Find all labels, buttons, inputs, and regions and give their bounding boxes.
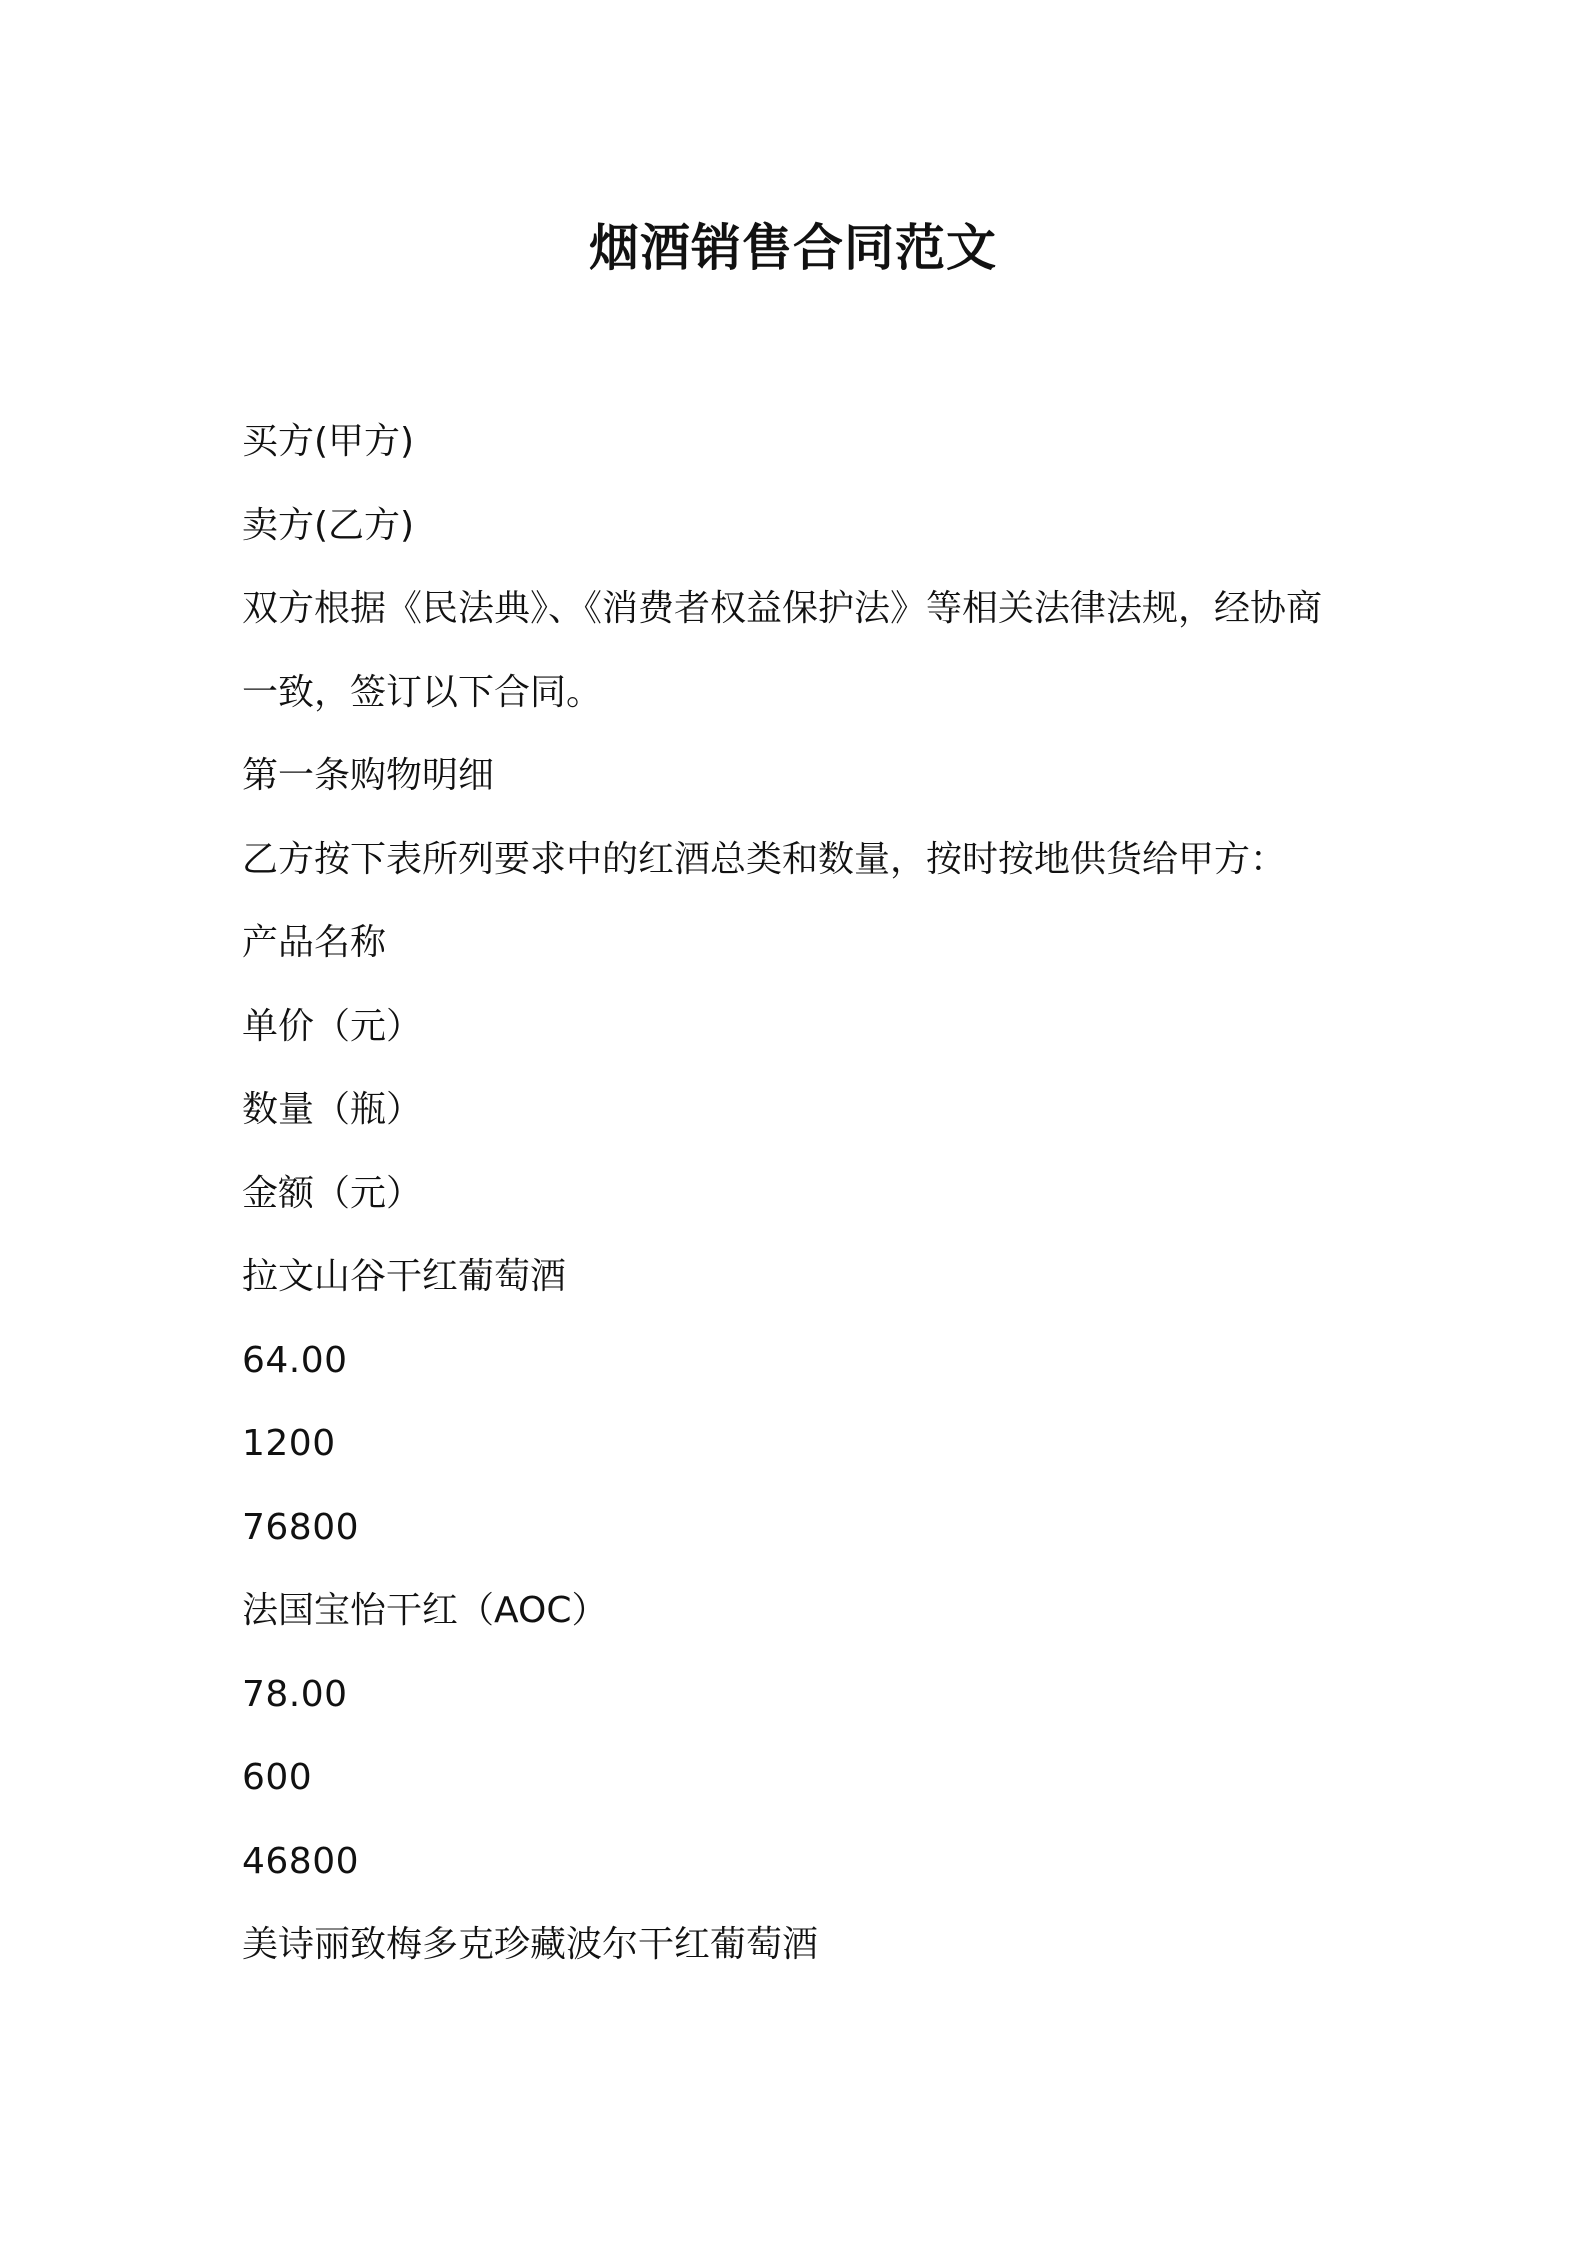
item-1-amount: 76800: [242, 1506, 360, 1548]
item-1-product: 拉文山谷干红葡萄酒: [242, 1256, 567, 1297]
item-2-product: 法国宝怡干红（AOC）: [242, 1590, 608, 1631]
column-header-amount: 金额（元）: [242, 1172, 423, 1214]
column-header-product: 产品名称: [242, 922, 387, 963]
document-title: 烟酒销售合同范文: [589, 219, 997, 277]
column-header-unit-price: 单价（元）: [242, 1005, 423, 1047]
document-body: [242, 400, 1362, 1987]
item-2-amount: 46800: [242, 1840, 360, 1882]
preamble-line-2: 一致，签订以下合同。: [242, 671, 603, 713]
item-3-product: 美诗丽致梅多克珍藏波尔干红葡萄酒: [242, 1924, 819, 1965]
item-2-quantity: 600: [242, 1757, 313, 1798]
buyer-line: 买方(甲方): [242, 421, 415, 462]
article-1-heading: 第一条购物明细: [242, 755, 495, 796]
item-1-quantity: 1200: [242, 1423, 336, 1464]
item-2-unit-price: 78.00: [242, 1673, 348, 1715]
column-header-quantity: 数量（瓶）: [242, 1089, 423, 1130]
preamble-line-1: 双方根据《民法典》、《消费者权益保护法》等相关法律法规，经协商: [242, 588, 1323, 629]
item-1-unit-price: 64.00: [242, 1339, 348, 1381]
seller-line: 卖方(乙方): [242, 504, 415, 546]
article-1-intro: 乙方按下表所列要求中的红酒总类和数量，按时按地供货给甲方：: [242, 838, 1287, 880]
